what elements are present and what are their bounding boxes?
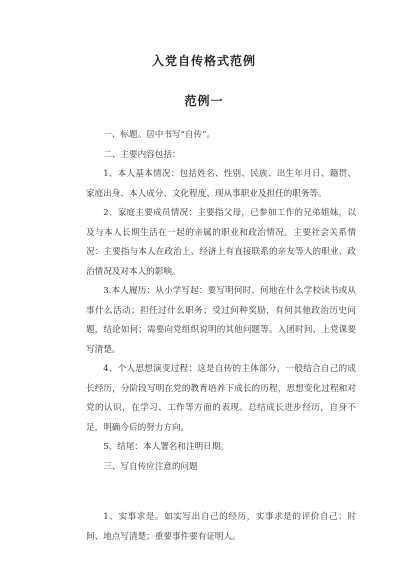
paragraph-main-contents: 二、主要内容包括： bbox=[103, 149, 181, 160]
paragraph-ending: 5、结尾：本人署名和注明日期。 bbox=[103, 442, 229, 452]
paragraph-truthfulness: 1、实事求是。如实写出自己的经历，实事求是的评价自己；时间、地点写清楚；重要事件要有证明人。 bbox=[86, 512, 356, 542]
document-title: 入党自传格式范例 bbox=[151, 54, 256, 68]
document-body bbox=[86, 126, 356, 477]
paragraph-family-info: 2、家庭主要成员情况：主要指父母，已参加工作的兄弟姐妹，以及与本人长期生活在一起的亲属的职业和政治情况。主要社会关系情况：主要指与本人在政治上、经济上有直接联系的亲友等人的职业、政治情况及对本人的影响。 bbox=[86, 208, 356, 277]
document-body-continued bbox=[86, 508, 356, 547]
paragraph-basic-info: 1、本人基本情况：包括姓名、性别、民族、出生年月日、籍贯、家庭出身、本人成分、文化程度、现从事职业及担任的职务等。 bbox=[86, 169, 356, 199]
paragraph-thought-evolution: 4、个人思想演变过程：这是自传的主体部分，一般结合自己的成长经历，分阶段写明在党的教育培养下成长的历程，思想变化过程和对党的认识，在学习、工作等方面的表现。总结成长进步经历，自身不足，明确今后的努力方向。 bbox=[86, 364, 356, 433]
paragraph-notes-heading: 三、写自传应注意的问题 bbox=[103, 461, 198, 472]
paragraph-heading-title: 一、标题。居中书写“自传”。 bbox=[103, 130, 216, 140]
section-title: 范例一 bbox=[184, 94, 224, 108]
paragraph-resume: 3.本人履历：从小学写起：要写明何时、何地在什么学校读书或从事什么活动；担任过什么职务；受过何种奖励，有何其他政治历史问题，结论如何；需要向党组织说明的其他问题等。入团时间、上党课要写清楚。 bbox=[86, 286, 356, 355]
